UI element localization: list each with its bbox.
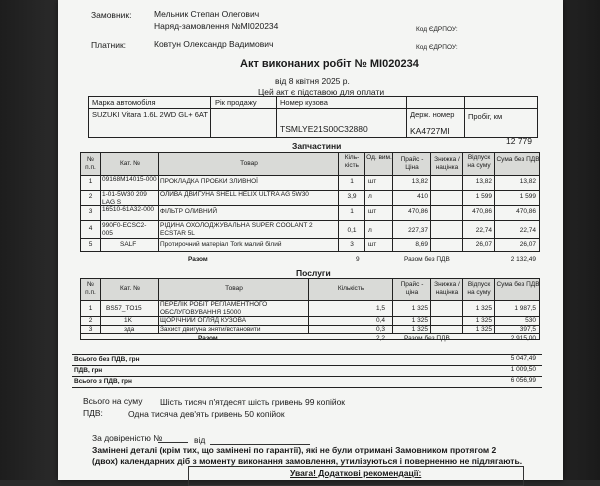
total-vat-label: ПДВ, грн <box>74 367 103 374</box>
edrpou-label-payer: Код ЄДРПОУ: <box>416 44 458 51</box>
proxy-number-line <box>158 442 188 443</box>
proxy-label: За довіреністю № <box>92 433 163 443</box>
total-with-vat-label: Всього з ПДВ, грн <box>74 378 132 385</box>
parts-col-price: Ціна <box>405 164 419 171</box>
parts-col-cat: Кат. № <box>119 160 141 167</box>
services-total-qty: 2,2 <box>376 335 386 342</box>
total-with-vat: 6 056,99 <box>510 377 536 384</box>
services-total-value: 2 915,00 <box>510 335 536 342</box>
services-section-title: Послуги <box>296 268 331 278</box>
vehicle-col-line <box>210 96 211 138</box>
vehicle-plate: KA4727MI <box>410 126 450 136</box>
make-label: Марка автомобіля <box>92 98 156 107</box>
customer-label: Замовник: <box>91 10 132 20</box>
customer-name: Мельник Степан Олегович <box>154 9 260 19</box>
parts-col-number: № п.п. <box>85 156 96 171</box>
parts-col-unit: Од. вим. <box>366 154 392 161</box>
total-no-vat-label: Всього без ПДВ, грн <box>74 356 140 363</box>
vehicle-col-line <box>464 96 465 138</box>
words-vat-text: Одна тисяча дев'ять гривень 50 копійок <box>128 409 285 419</box>
vehicle-body-number: TSMLYE21S00C32880 <box>280 124 368 134</box>
services-col-number: № п.п. <box>85 281 96 296</box>
edrpou-label-customer: Код ЄДРПОУ: <box>416 26 458 33</box>
act-basis: Цей акт є підставою для оплати <box>258 87 385 97</box>
total-no-vat: 5 047,49 <box>510 355 536 362</box>
replaced-parts-note: Замінені деталі (крім тих, що замінені по гарантії), які не були отримані Замовником протягом 2 (двох) календарних діб з моменту виконання замовлення, утилізуються і поверненню не підлягають. <box>92 445 523 466</box>
parts-col-item: Товар <box>240 160 258 167</box>
vehicle-col-line <box>276 96 277 138</box>
parts-col-sum: Відпуск на суму <box>467 154 491 169</box>
proxy-from-label: від <box>194 435 206 445</box>
year-label: Рік продажу <box>215 98 257 107</box>
vehicle-make: SUZUKI Vitara 1.6L 2WD GL+ 6AT <box>92 110 208 119</box>
parts-section-title: Запчастини <box>292 141 342 151</box>
services-total-label: Разом <box>198 335 218 342</box>
payer-name: Ковтун Олександр Вадимович <box>154 39 274 49</box>
act-document: Замовник: Мельник Степан Олегович Наряд-замовлення №MI020234 Код ЄДРПОУ: Платник: Ковтун Олександр Вадимович Код ЄДРПОУ: Акт виконаних робіт № MI020234 від 8 квітня 2025 р. Цей акт є підставою для оплати Марка автомобіля Рік продажу Номер кузова Держ. номер Пробіг, км SUZUKI Vitara 1.6L 2WD GL+ 6AT TSMLYE21S00C32880 KA4727MI 12 779 Запчастини № п.п. Кат. № Товар Кіль-кість Од. вим. Прайс - Ціна Знижка / націнка Відпуск на суму Сума без ПДВ 1 09168M14015-000 ПРОКЛАДКА ПРОБКИ ЗЛИВНОЇ 1 шт 13,82 13,82 13,82 2 1-01-5W30 209 LAG S ОЛИВА ДВИГУНА SHELL HELIX ULTRA AG 5W30 3,9 л 410 1 599 1 599 3 16510-61A32-000 ФІЛЬТР ОЛИВНИЙ 1 шт 470,86 470,86 470,86 4 990F0-ECSC2-005 РІДИНА ОХОЛОДЖУВАЛЬНА SUPER COOLANT 2 ECSTAR 5L 0,1 л 227,37 22,74 22,74 5 SALF Протирочний матеріал Tork малий білий 3 шт 8,69 26,07 26,07 Разом 9 Разом без ПДВ 2 132,49 Послуги № п.п. Кат. № Товар Кількість Прайс - ціна Знижка / націнка Відпуск на суму Сума без ПДВ 1 BS57_TO15 ПЕРЕЛІК РОБІТ РЕГЛАМЕНТНОГО ОБСЛУГОВУВАННЯ 15000 1,5 1 325 1 325 1 987,5 2 1K ЩОРІЧНИЙ ОГЛЯД КУЗОВА 0,4 1 325 1 325 530 3 зда Захист двигуна зняти/встановити 0,3 1 325 1 325 397,5 Разом 2,2 Разом без ПДВ 2 915,00 Всього без ПДВ, грн 5 047,49 ПДВ, грн 1 009,50 Всього з ПДВ, грн 6 056,99 Всього на суму Шість тисяч п'ятдесят шість гривень 99 копійок ПДВ: Одна тисяча дев'ять гривень 50 копійок За довіреністю № від Замінені деталі (крім тих, що замінені по гарантії), які не були отримані Замовником протягом 2 (двох) календарних діб з моменту виконання замовлення, утилізуються і поверненню не підлягають. Увага! Додаткові рекомендації: <box>58 0 563 480</box>
services-total-nds-label: Разом без ПДВ <box>404 335 450 342</box>
services-col-cat: Кат. № <box>119 285 141 292</box>
body-label: Номер кузова <box>280 98 328 107</box>
services-col-price: Прайс - ціна <box>400 281 424 296</box>
parts-col-price-top: Прайс - <box>400 156 424 163</box>
words-total-text: Шість тисяч п'ятдесят шість гривень 99 копійок <box>160 397 346 407</box>
total-vat: 1 009,50 <box>510 366 536 373</box>
act-date: від 8 квітня 2025 р. <box>275 76 350 86</box>
plate-label: Держ. номер <box>410 110 455 119</box>
services-col-item: Товар <box>225 285 243 292</box>
services-col-total: Сума без ПДВ <box>496 281 540 288</box>
act-title: Акт виконаних робіт № MI020234 <box>240 58 419 70</box>
parts-col-qty: Кіль-кість <box>344 154 360 169</box>
order-reference: Наряд-замовлення №MI020234 <box>154 21 279 31</box>
services-col-discount: Знижка / націнка <box>434 281 460 296</box>
parts-total-label: Разом <box>188 256 208 263</box>
parts-col-total: Сума без ПДВ <box>496 156 540 163</box>
parts-col-discount: Знижка / націнка <box>434 156 460 171</box>
payer-label: Платник: <box>91 40 127 50</box>
vehicle-col-line <box>406 96 407 138</box>
words-total-label: Всього на суму <box>83 396 143 406</box>
vehicle-divider <box>88 108 538 109</box>
services-col-qty: Кількість <box>337 285 365 292</box>
recommendations-title: Увага! Додаткові рекомендації: <box>290 468 422 478</box>
parts-total-nds-label: Разом без ПДВ <box>404 256 450 263</box>
words-vat-label: ПДВ: <box>83 408 103 418</box>
vehicle-mileage: 12 779 <box>506 136 532 146</box>
services-col-sum: Відпуск на суму <box>467 281 491 296</box>
parts-total-qty: 9 <box>356 256 360 263</box>
mileage-label: Пробіг, км <box>468 112 503 121</box>
parts-total-value: 2 132,49 <box>510 256 536 263</box>
